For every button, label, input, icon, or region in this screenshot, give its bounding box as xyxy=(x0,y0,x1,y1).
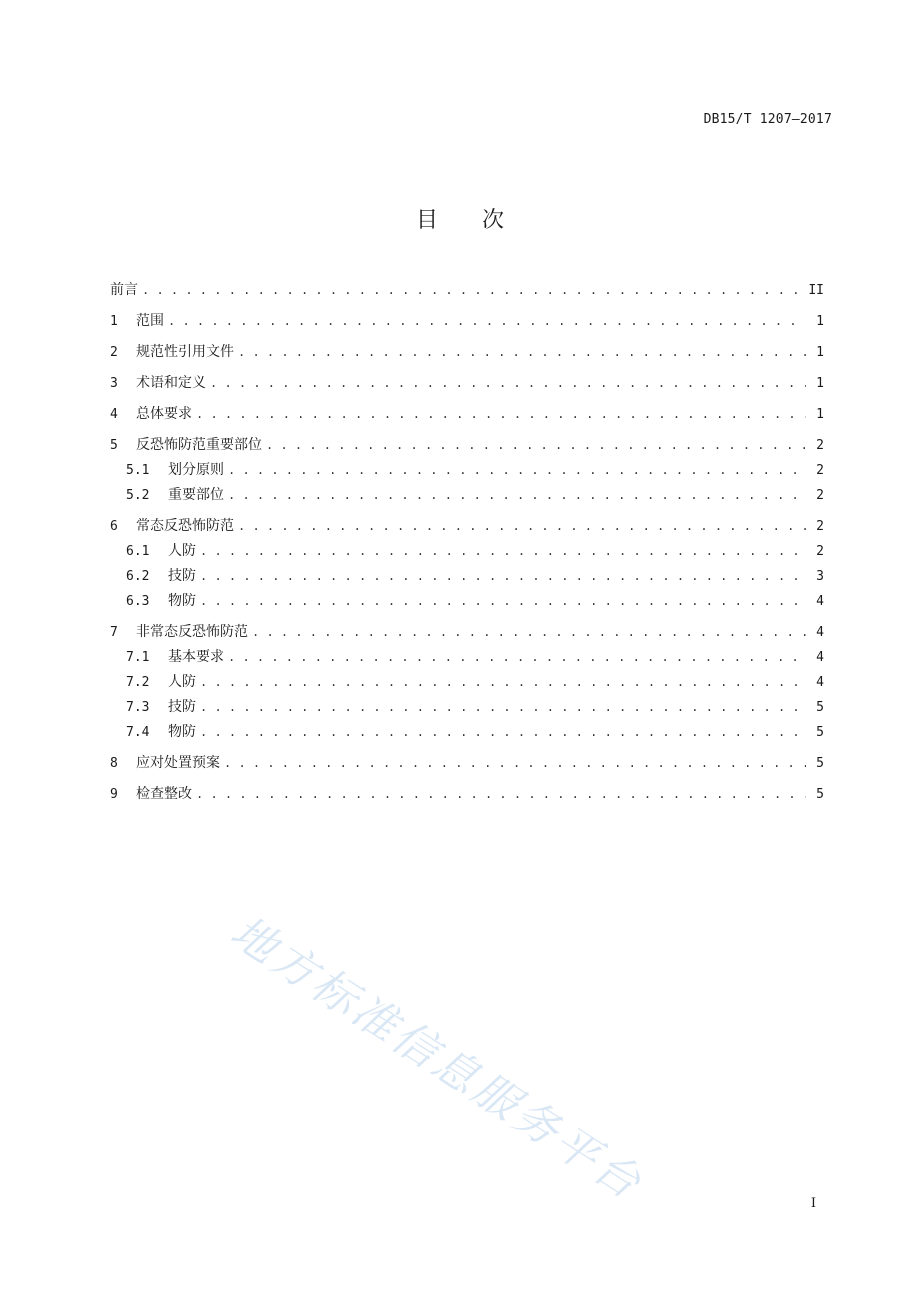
toc-entry-number: 7.4 xyxy=(126,725,150,740)
toc-entry-number: 5.2 xyxy=(126,488,150,503)
toc-entry[interactable] xyxy=(110,433,824,458)
toc-entry-label: 非常态反恐怖防范 xyxy=(136,624,248,640)
toc-entry-label: 人防 xyxy=(168,674,196,690)
toc-leader-dots xyxy=(228,645,806,669)
watermark: 地方标准信息服务平台 xyxy=(221,906,652,1211)
document-code: DB15/T 1207—2017 xyxy=(703,112,832,127)
toc-entry[interactable] xyxy=(110,402,824,427)
toc-entry-page: 1 xyxy=(816,314,824,329)
toc-entry-number: 8 xyxy=(110,756,118,771)
toc-title-char-1: 目 xyxy=(415,208,438,233)
toc-entry-label: 物防 xyxy=(168,593,196,609)
toc-leader-dots xyxy=(200,564,806,588)
toc-entry-page: 2 xyxy=(816,519,824,534)
table-of-contents xyxy=(110,278,824,807)
toc-subentry[interactable] xyxy=(110,483,824,508)
toc-entry-label: 范围 xyxy=(136,313,164,329)
toc-entry-page: 2 xyxy=(816,463,824,478)
toc-entry-number: 6 xyxy=(110,519,118,534)
toc-leader-dots xyxy=(210,371,806,395)
toc-entry-label: 术语和定义 xyxy=(136,375,206,391)
toc-leader-dots xyxy=(200,670,806,694)
toc-entry-label: 检查整改 xyxy=(136,786,192,802)
toc-entry-label: 总体要求 xyxy=(136,406,192,422)
toc-entry-number: 5.1 xyxy=(126,463,150,478)
toc-entry-label: 重要部位 xyxy=(168,487,224,503)
toc-entry-number: 7.3 xyxy=(126,700,150,715)
toc-entry-page: 2 xyxy=(816,488,824,503)
toc-entry-number: 7.2 xyxy=(126,675,150,690)
toc-entry-label: 划分原则 xyxy=(168,462,224,478)
page-number: I xyxy=(810,1196,816,1211)
toc-leader-dots xyxy=(200,539,806,563)
toc-entry[interactable] xyxy=(110,309,824,334)
toc-leader-dots xyxy=(238,340,806,364)
toc-entry-page: 2 xyxy=(816,438,824,453)
toc-entry-page: 1 xyxy=(816,345,824,360)
toc-entry-label: 技防 xyxy=(168,568,196,584)
toc-title xyxy=(0,203,920,234)
toc-entry[interactable] xyxy=(110,514,824,539)
toc-entry-page: 5 xyxy=(816,787,824,802)
toc-subentry[interactable] xyxy=(110,720,824,745)
toc-entry-page: 4 xyxy=(816,650,824,665)
toc-entry-page: 5 xyxy=(816,725,824,740)
toc-entry-number: 6.1 xyxy=(126,544,150,559)
toc-leader-dots xyxy=(238,514,806,538)
toc-subentry[interactable] xyxy=(110,589,824,614)
toc-subentry[interactable] xyxy=(110,670,824,695)
toc-entry-number: 5 xyxy=(110,438,118,453)
toc-entry[interactable] xyxy=(110,278,824,303)
toc-entry-label: 应对处置预案 xyxy=(136,755,220,771)
toc-entry-label: 物防 xyxy=(168,724,196,740)
toc-entry-number: 1 xyxy=(110,314,118,329)
toc-entry-label: 前言 xyxy=(110,282,138,298)
toc-leader-dots xyxy=(200,720,806,744)
toc-entry-page: 1 xyxy=(816,376,824,391)
toc-entry-page: 3 xyxy=(816,569,824,584)
toc-entry-label: 规范性引用文件 xyxy=(136,344,234,360)
toc-entry-label: 技防 xyxy=(168,699,196,715)
toc-entry[interactable] xyxy=(110,340,824,365)
toc-entry-number: 3 xyxy=(110,376,118,391)
toc-entry-page: II xyxy=(808,283,824,298)
toc-entry-page: 4 xyxy=(816,675,824,690)
toc-subentry[interactable] xyxy=(110,564,824,589)
toc-leader-dots xyxy=(228,458,806,482)
toc-leader-dots xyxy=(224,751,806,775)
toc-leader-dots xyxy=(168,309,806,333)
toc-entry-number: 7.1 xyxy=(126,650,150,665)
toc-entry[interactable] xyxy=(110,620,824,645)
toc-subentry[interactable] xyxy=(110,645,824,670)
toc-title-char-2: 次 xyxy=(482,208,505,233)
toc-entry-page: 4 xyxy=(816,594,824,609)
toc-entry-label: 反恐怖防范重要部位 xyxy=(136,437,262,453)
toc-leader-dots xyxy=(266,433,806,457)
toc-leader-dots xyxy=(200,695,806,719)
toc-entry-number: 4 xyxy=(110,407,118,422)
toc-entry-number: 6.3 xyxy=(126,594,150,609)
toc-entry-label: 基本要求 xyxy=(168,649,224,665)
toc-entry-number: 9 xyxy=(110,787,118,802)
toc-leader-dots xyxy=(228,483,806,507)
toc-leader-dots xyxy=(252,620,806,644)
toc-entry-page: 4 xyxy=(816,625,824,640)
toc-leader-dots xyxy=(142,278,802,302)
toc-entry[interactable] xyxy=(110,782,824,807)
toc-subentry[interactable] xyxy=(110,458,824,483)
toc-leader-dots xyxy=(196,402,806,426)
toc-entry-page: 5 xyxy=(816,756,824,771)
toc-entry-page: 2 xyxy=(816,544,824,559)
toc-entry-page: 1 xyxy=(816,407,824,422)
toc-entry-number: 6.2 xyxy=(126,569,150,584)
toc-leader-dots xyxy=(196,782,806,806)
toc-subentry[interactable] xyxy=(110,539,824,564)
toc-leader-dots xyxy=(200,589,806,613)
toc-entry[interactable] xyxy=(110,371,824,396)
toc-entry-number: 7 xyxy=(110,625,118,640)
toc-entry-label: 人防 xyxy=(168,543,196,559)
toc-entry-page: 5 xyxy=(816,700,824,715)
toc-subentry[interactable] xyxy=(110,695,824,720)
toc-entry-label: 常态反恐怖防范 xyxy=(136,518,234,534)
toc-entry-number: 2 xyxy=(110,345,118,360)
toc-entry[interactable] xyxy=(110,751,824,776)
